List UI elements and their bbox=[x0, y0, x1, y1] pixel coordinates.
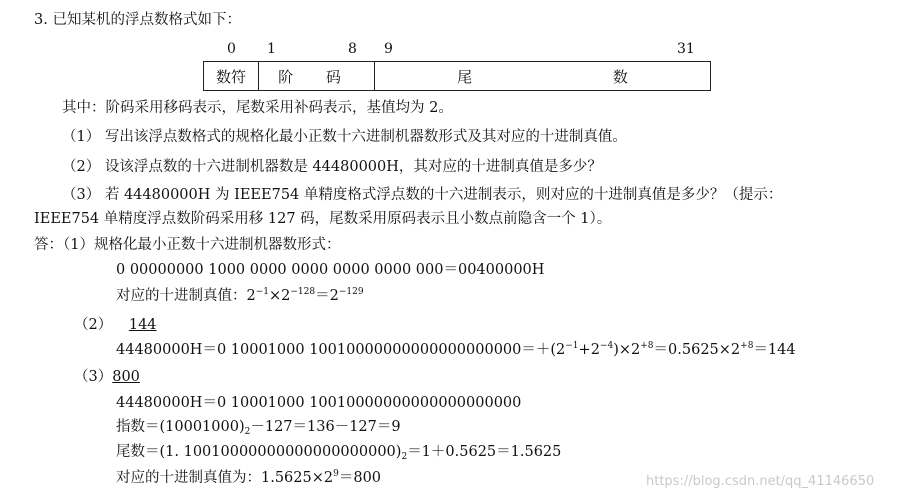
answer-part3-exponent: 指数$=(10001000)_2-127=136-127=9$ bbox=[116, 419, 401, 437]
answer-part3-binary: 44480000H＝0 10001000 10010000000000000000000 bbox=[116, 395, 522, 411]
answer-part1-binary: 0 00000000 1000 0000 0000 0000 0000 000＝00400000H bbox=[116, 262, 545, 278]
question-item-3-hint: IEEE754 单精度浮点数阶码采用移 127 码，尾数采用原码表示且小数点前隐含一个 1）。 bbox=[34, 211, 612, 227]
bit-label-9: 9 bbox=[384, 41, 393, 57]
sign-field: 数符 bbox=[204, 62, 259, 90]
mantissa-field: 尾 数 bbox=[457, 67, 696, 86]
bit-label-0: 0 bbox=[227, 41, 236, 57]
answer-part2-calc: 44480000H＝0 10001000 $10010000000000000000000=+(2^{-1}+2^{-4})\times 2^{+8}=0.5625\times 2^{+8}=144$ bbox=[116, 341, 796, 358]
answer-part3-value: 对应的十进制真值为：$1.5625\times 2^9=800$ bbox=[116, 469, 382, 486]
answer-part2-label: （2） bbox=[74, 317, 113, 333]
format-intro: 其中：阶码采用移码表示，尾数采用补码表示，基值均为 2。 bbox=[62, 100, 453, 116]
answer-part1-heading: （1）规格化最小正数十六进制机器数形式： bbox=[63, 237, 341, 253]
question-heading: 3. 已知某机的浮点数格式如下： bbox=[34, 12, 241, 28]
float-format-table bbox=[203, 61, 711, 91]
answer-part2-result: 144 bbox=[128, 317, 157, 333]
bit-label-1: 1 bbox=[267, 41, 276, 57]
exponent-field: 阶 码 bbox=[259, 62, 375, 90]
question-item-2: （2） 设该浮点数的十六进制机器数是 44480000H，其对应的十进制真值是多少？ bbox=[62, 159, 602, 175]
answer-part3-result: 800 bbox=[112, 369, 140, 385]
answer-label: 答： bbox=[34, 237, 63, 253]
bit-label-8: 8 bbox=[348, 41, 357, 57]
question-item-3: （3） 若 44480000H 为 IEEE754 单精度格式浮点数的十六进制表示，则对应的十进制真值是多少？（提示： bbox=[62, 187, 783, 203]
answer-part1-title bbox=[34, 236, 340, 254]
source-watermark: https://blog.csdn.net/qq_41146650 bbox=[646, 474, 875, 489]
answer-part3-title bbox=[74, 368, 140, 386]
answer-part3-mantissa: 尾数＝(1. $10010000000000000000000)_2=1+0.5625=1.5625$ bbox=[116, 444, 562, 462]
answer-part2-title bbox=[74, 316, 157, 334]
bit-label-31: 31 bbox=[677, 41, 695, 57]
answer-part3-label: （3） bbox=[74, 369, 113, 385]
answer-part1-value: 对应的十进制真值：$2^{-1}\times 2^{-128}=2^{-129}$ bbox=[116, 287, 364, 304]
bit-position-labels bbox=[203, 41, 710, 59]
question-item-1: （1） 写出该浮点数格式的规格化最小正数十六进制机器数形式及其对应的十进制真值。 bbox=[62, 129, 627, 145]
